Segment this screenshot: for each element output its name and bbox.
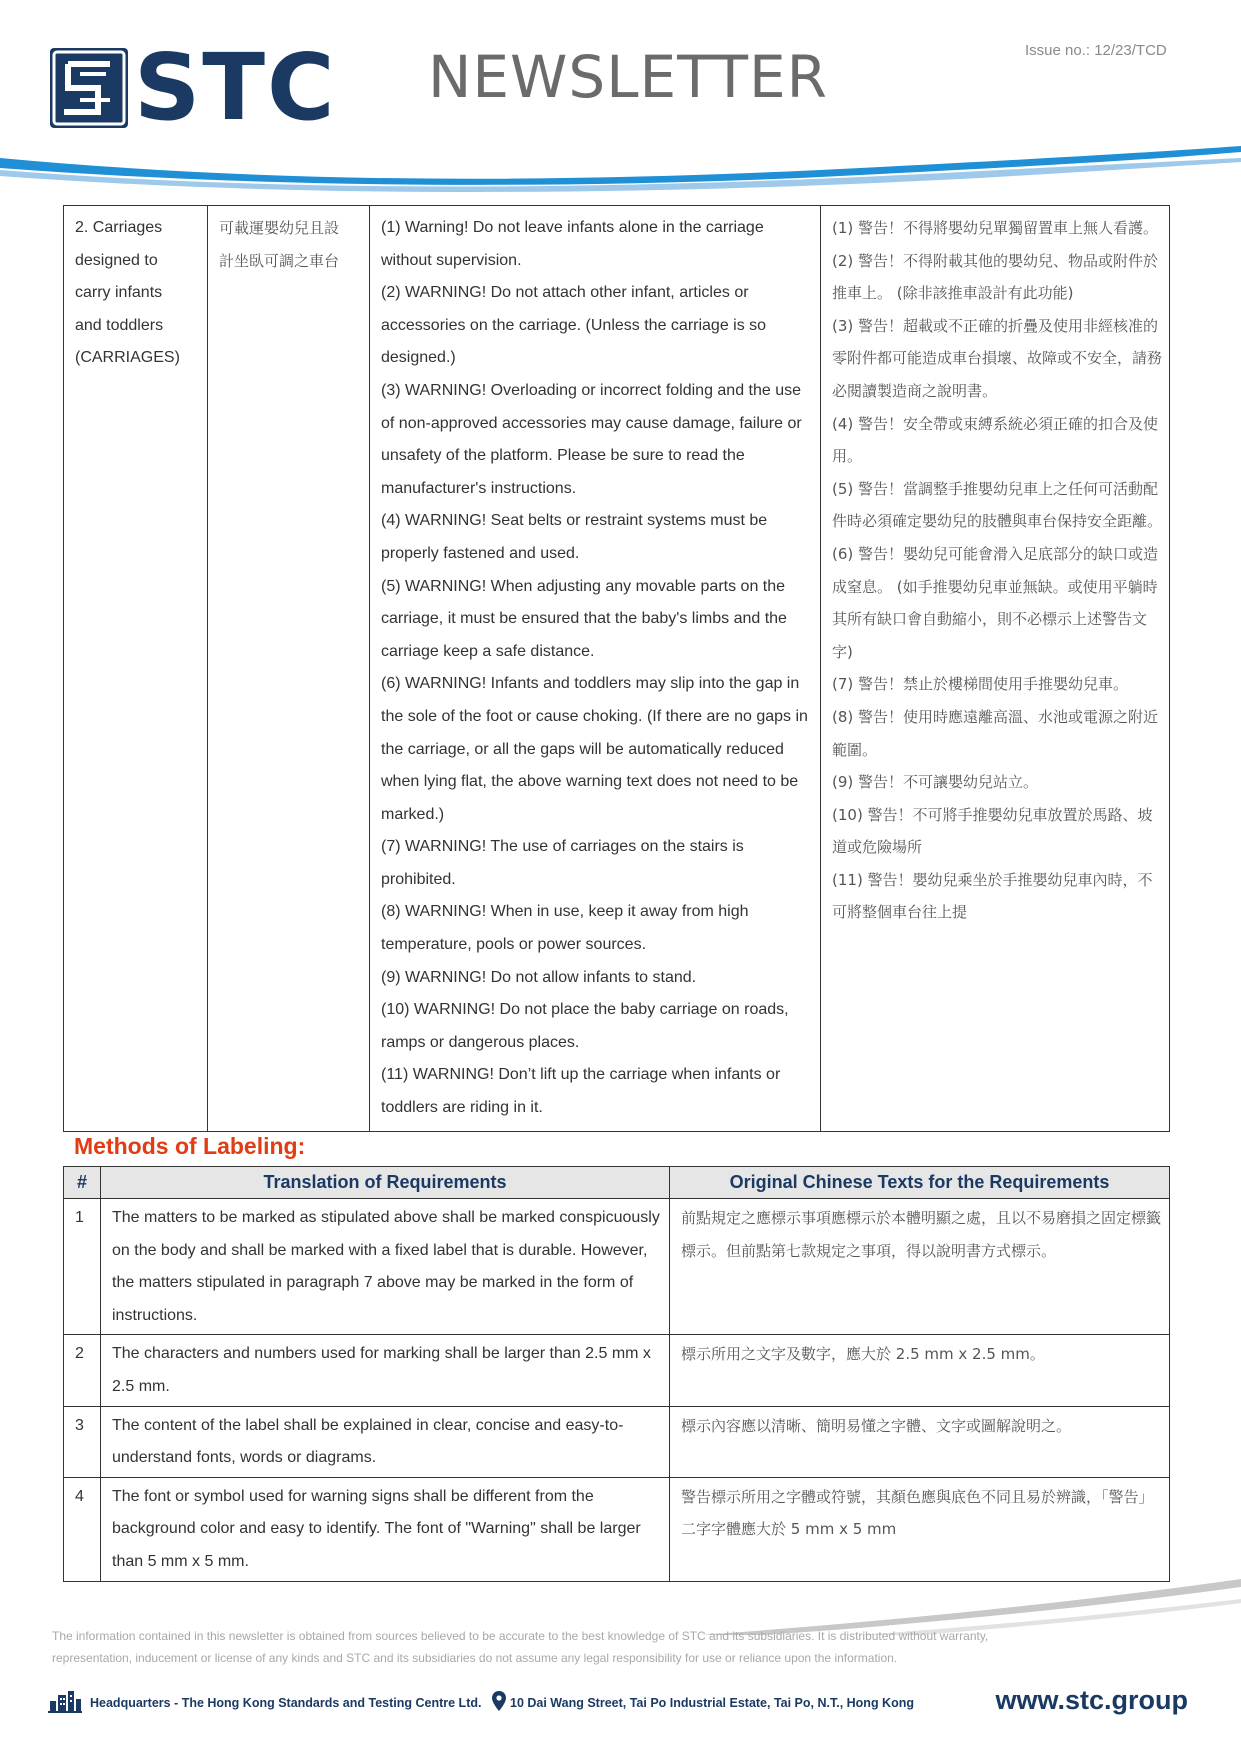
category-zh-line: 計坐臥可調之車台 (219, 251, 340, 270)
warning-zh: (6) 警告！嬰幼兒可能會滑入足底部分的缺口或造成窒息。 (如手推嬰幼兒車並無缺。或使用平躺時其所有缺口會自動縮小，則不必標示上述警告文字) (832, 544, 1159, 661)
disclaimer: The information contained in this newsletter is obtained from sources believed to be accurate to the best knowledge of STC and its subsidiaries. It is distributed without warranty, representation, inducement or license of any kinds and STC and its subsidiaries do not assume any legal responsibility for use or reliance upon the information. (52, 1629, 989, 1665)
warning-zh: (4) 警告！安全帶或束縛系統必須正確的扣合及使用。 (832, 414, 1159, 466)
warning-zh: (5) 警告！當調整手推嬰幼兒車上之任何可活動配件時必須確定嬰幼兒的肢體與車台保持安全距離。 (832, 479, 1163, 531)
warning-zh: (8) 警告！使用時應遠離高溫、水池或電源之附近範圍。 (832, 707, 1159, 759)
stc-logo-mark-icon (50, 48, 128, 128)
issue-number: Issue no.: 12/23/TCD (1025, 42, 1167, 59)
column-header: Translation of Requirements (101, 1167, 670, 1199)
warning-zh: (3) 警告！超載或不正確的折疊及使用非經核准的零附件都可能造成車台損壞、故障或不安全，請務必閱讀製造商之說明書。 (832, 316, 1163, 400)
warning-en: (4) WARNING! Seat belts or restraint systems must be properly fastened and used. (381, 512, 768, 562)
warning-en: (5) WARNING! When adjusting any movable parts on the carriage, it must be ensured that the baby's limbs and the carriage keep a safe distance. (381, 577, 787, 660)
table-row (64, 206, 1170, 1132)
table-row (64, 1199, 1170, 1335)
category-zh-line: 可載運嬰幼兒且設 (219, 219, 340, 237)
warning-en: (10) WARNING! Do not place the baby carriage on roads, ramps or dangerous places. (381, 1001, 789, 1051)
location-pin-icon (492, 1691, 506, 1711)
warning-zh: (9) 警告！不可讓嬰幼兒站立。 (832, 773, 1039, 792)
labeling-table (63, 1166, 1170, 1582)
row-number: 4 (64, 1477, 101, 1581)
column-header: Original Chinese Texts for the Requirements (670, 1167, 1170, 1199)
website-link[interactable]: www.stc.group (995, 1685, 1188, 1715)
requirement-zh: 標示內容應以清晰、簡明易懂之字體、文字或圖解說明之。 (670, 1406, 1170, 1477)
warning-en: (6) WARNING! Infants and toddlers may slip into the gap in the sole of the foot or cause choking. (If there are no gaps in the carriage, or all the gaps will be automatically reduced when lying flat, the above warning text does not need to be marked.) (381, 675, 808, 823)
warning-en: (2) WARNING! Do not attach other infant, articles or accessories on the carriage. (Unless the carriage is so designed.) (381, 284, 767, 367)
warning-en: (3) WARNING! Overloading or incorrect folding and the use of non-approved accessories may cause damage, failure or unsafety of the platform. Please be sure to read the manufacturer's instructions. (381, 381, 802, 497)
warnings-zh-cell (821, 206, 1170, 1132)
requirement-en: The matters to be marked as stipulated above shall be marked conspicuously on the body and shall be marked with a fixed label that is durable. However, the matters stipulated in paragraph 7 above may be marked in the form of instructions. (101, 1199, 670, 1335)
category-line: 2. Carriages (75, 219, 163, 236)
requirement-en: The font or symbol used for warning signs shall be different from the background color and easy to identify. The font of "Warning" shall be larger than 5 mm x 5 mm. (101, 1477, 670, 1581)
warning-en: (11) WARNING! Don’t lift up the carriage when infants or toddlers are riding in it. (381, 1066, 781, 1117)
warning-zh: (7) 警告！禁止於樓梯間使用手推嬰幼兒車。 (832, 675, 1129, 694)
requirement-en: The content of the label shall be explained in clear, concise and easy-to-understand fonts, words or diagrams. (101, 1406, 670, 1477)
requirement-zh: 警告標示所用之字體或符號，其顏色應與底色不同且易於辨識，「警告」 二字字體應大於 5 mm x 5 mm (670, 1477, 1170, 1581)
requirement-en: The characters and numbers used for marking shall be larger than 2.5 mm x 2.5 mm. (101, 1335, 670, 1406)
address-text: 10 Dai Wang Street, Tai Po Industrial Estate, Tai Po, N.T., Hong Kong (510, 1696, 914, 1710)
category-zh-cell (208, 206, 370, 1132)
warning-en: (8) WARNING! When in use, keep it away from high temperature, pools or power sources. (381, 903, 749, 954)
row-number: 1 (64, 1199, 101, 1335)
header-swoosh-icon (0, 140, 1241, 200)
building-icon (48, 1691, 82, 1713)
row-number: 3 (64, 1406, 101, 1477)
category-line: and toddlers (75, 316, 164, 334)
row-number: 2 (64, 1335, 101, 1406)
category-line: (CARRIAGES) (75, 349, 180, 367)
section-heading: Methods of Labeling: (74, 1133, 306, 1159)
logo-text: STC (134, 34, 337, 141)
warning-zh: (2) 警告！不得附載其他的嬰幼兒、物品或附件於推車上。 (除非該推車設計有此功能) (832, 251, 1159, 303)
table-row (64, 1406, 1170, 1477)
headquarters-text: Headquarters - The Hong Kong Standards and Testing Centre Ltd. (90, 1696, 482, 1710)
requirement-zh: 標示所用之文字及數字，應大於 2.5 mm x 2.5 mm。 (670, 1335, 1170, 1406)
footer-bar (48, 1685, 1188, 1721)
table-row (64, 1477, 1170, 1581)
warnings-en-cell (370, 206, 821, 1132)
requirements-table (63, 205, 1170, 1132)
warning-zh: (1) 警告！不得將嬰幼兒單獨留置車上無人看護。 (832, 219, 1159, 237)
newsletter-title: NEWSLETTER (428, 43, 828, 111)
warning-en: (9) WARNING! Do not allow infants to stand. (381, 968, 697, 986)
warning-zh: (11) 警告！嬰幼兒乘坐於手推嬰幼兒車內時，不可將整個車台往上提 (832, 870, 1153, 922)
warning-en: (7) WARNING! The use of carriages on the stairs is prohibited. (381, 838, 744, 888)
table-row (64, 1335, 1170, 1406)
table-header-row (64, 1167, 1170, 1199)
column-header: # (64, 1167, 101, 1199)
warning-en: (1) Warning! Do not leave infants alone in the carriage without supervision. (381, 219, 764, 269)
category-line: designed to (75, 251, 158, 269)
category-cell (64, 206, 208, 1132)
category-line: carry infants (75, 284, 163, 302)
requirement-zh: 前點規定之應標示事項應標示於本體明顯之處，且以不易磨損之固定標籤標示。但前點第七款規定之事項，得以說明書方式標示。 (670, 1199, 1170, 1335)
warning-zh: (10) 警告！不可將手推嬰幼兒車放置於馬路、坡道或危險場所 (832, 805, 1153, 857)
